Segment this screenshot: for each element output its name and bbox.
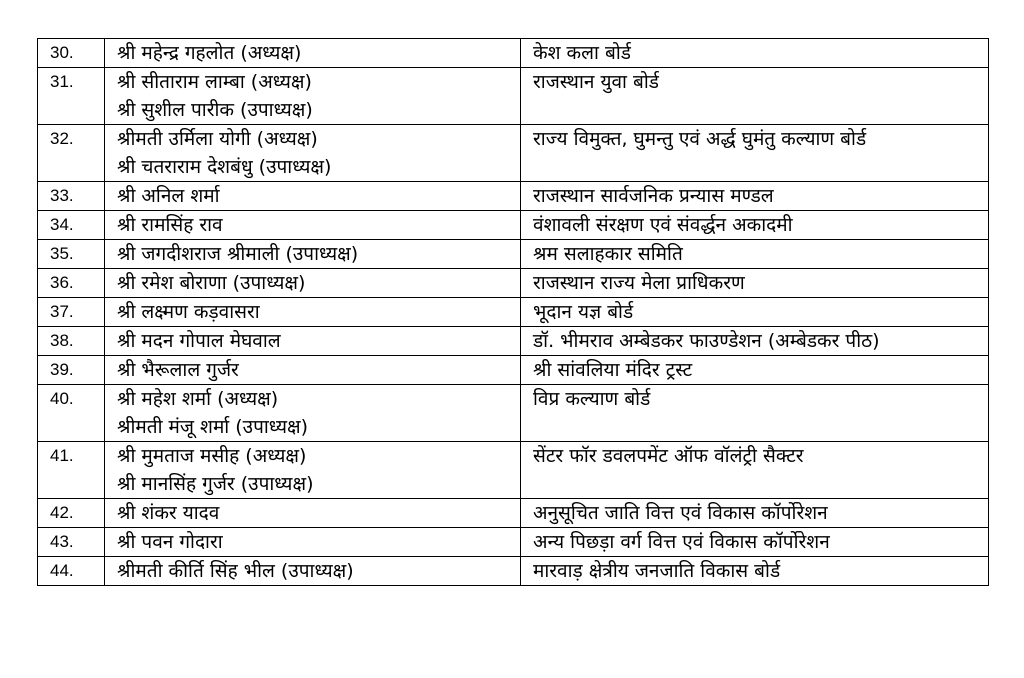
table-row (38, 125, 989, 182)
appointments-table (37, 38, 989, 586)
serial-number: 35. (38, 240, 105, 269)
table-row (38, 68, 989, 125)
appointee-cell (105, 528, 521, 557)
appointee-name: श्री शंकर यादव (117, 502, 220, 524)
serial-number: 41. (38, 442, 105, 499)
appointee-name: श्री अनिल शर्मा (117, 185, 220, 207)
appointee-name: श्री जगदीशराज श्रीमाली (उपाध्यक्ष) (117, 243, 359, 265)
table-row (38, 182, 989, 211)
table-row (38, 557, 989, 586)
serial-number: 36. (38, 269, 105, 298)
appointee-name: श्री पवन गोदारा (117, 531, 223, 553)
appointee-name: श्री रमेश बोराणा (उपाध्यक्ष) (117, 272, 306, 294)
organization-name: भूदान यज्ञ बोर्ड (521, 298, 989, 327)
table-row (38, 39, 989, 68)
appointee-name: श्रीमती मंजू शर्मा (उपाध्यक्ष) (117, 416, 309, 438)
appointee-name: श्री भैरूलाल गुर्जर (117, 359, 239, 381)
appointee-cell (105, 211, 521, 240)
appointee-name: श्री मुमताज मसीह (अध्यक्ष) (117, 445, 307, 467)
appointee-name: श्रीमती उर्मिला योगी (अध्यक्ष) (117, 128, 318, 150)
organization-name: विप्र कल्याण बोर्ड (521, 385, 989, 442)
appointee-name: श्री सुशील पारीक (उपाध्यक्ष) (117, 99, 313, 121)
organization-name: सेंटर फॉर डवलपमेंट ऑफ वॉलंट्री सैक्टर (521, 442, 989, 499)
organization-name: श्री सांवलिया मंदिर ट्रस्ट (521, 356, 989, 385)
appointee-name: श्री सीताराम लाम्बा (अध्यक्ष) (117, 71, 312, 93)
organization-name: राजस्थान सार्वजनिक प्रन्यास मण्डल (521, 182, 989, 211)
organization-name: श्रम सलाहकार समिति (521, 240, 989, 269)
serial-number: 33. (38, 182, 105, 211)
appointee-cell (105, 327, 521, 356)
serial-number: 43. (38, 528, 105, 557)
serial-number: 40. (38, 385, 105, 442)
table-row (38, 327, 989, 356)
appointee-name: श्री महेश शर्मा (अध्यक्ष) (117, 388, 279, 410)
appointee-name: श्री लक्ष्मण कड़वासरा (117, 301, 260, 323)
table-body (38, 39, 989, 586)
table-row (38, 211, 989, 240)
organization-name: अनुसूचित जाति वित्त एवं विकास कॉर्पोरेशन (521, 499, 989, 528)
organization-name: केश कला बोर्ड (521, 39, 989, 68)
table-row (38, 442, 989, 499)
table-row (38, 499, 989, 528)
table-row (38, 385, 989, 442)
serial-number: 37. (38, 298, 105, 327)
appointee-cell (105, 385, 521, 442)
appointee-cell (105, 499, 521, 528)
table-row (38, 240, 989, 269)
appointee-cell (105, 182, 521, 211)
serial-number: 42. (38, 499, 105, 528)
serial-number: 38. (38, 327, 105, 356)
organization-name: राज्य विमुक्त, घुमन्तु एवं अर्द्ध घुमंतु कल्याण बोर्ड (521, 125, 989, 182)
appointee-cell (105, 68, 521, 125)
serial-number: 44. (38, 557, 105, 586)
appointee-cell (105, 269, 521, 298)
appointee-cell (105, 356, 521, 385)
organization-name: डॉ. भीमराव अम्बेडकर फाउण्डेशन (अम्बेडकर पीठ) (521, 327, 989, 356)
appointee-name: श्रीमती कीर्ति सिंह भील (उपाध्यक्ष) (117, 560, 354, 582)
appointee-cell (105, 298, 521, 327)
appointee-cell (105, 125, 521, 182)
appointee-cell (105, 557, 521, 586)
table-row (38, 269, 989, 298)
serial-number: 31. (38, 68, 105, 125)
serial-number: 34. (38, 211, 105, 240)
appointee-name: श्री मानसिंह गुर्जर (उपाध्यक्ष) (117, 473, 314, 495)
organization-name: राजस्थान युवा बोर्ड (521, 68, 989, 125)
appointee-name: श्री महेन्द्र गहलोत (अध्यक्ष) (117, 42, 302, 64)
serial-number: 32. (38, 125, 105, 182)
appointee-cell (105, 442, 521, 499)
appointee-cell (105, 240, 521, 269)
serial-number: 30. (38, 39, 105, 68)
appointee-cell (105, 39, 521, 68)
serial-number: 39. (38, 356, 105, 385)
organization-name: अन्य पिछड़ा वर्ग वित्त एवं विकास कॉर्पोरेशन (521, 528, 989, 557)
table-row (38, 528, 989, 557)
table-row (38, 356, 989, 385)
organization-name: वंशावली संरक्षण एवं संवर्द्धन अकादमी (521, 211, 989, 240)
organization-name: मारवाड़ क्षेत्रीय जनजाति विकास बोर्ड (521, 557, 989, 586)
appointee-name: श्री चतराराम देशबंधु (उपाध्यक्ष) (117, 156, 332, 178)
appointee-name: श्री रामसिंह राव (117, 214, 223, 236)
appointee-name: श्री मदन गोपाल मेघवाल (117, 330, 281, 352)
table-row (38, 298, 989, 327)
organization-name: राजस्थान राज्य मेला प्राधिकरण (521, 269, 989, 298)
